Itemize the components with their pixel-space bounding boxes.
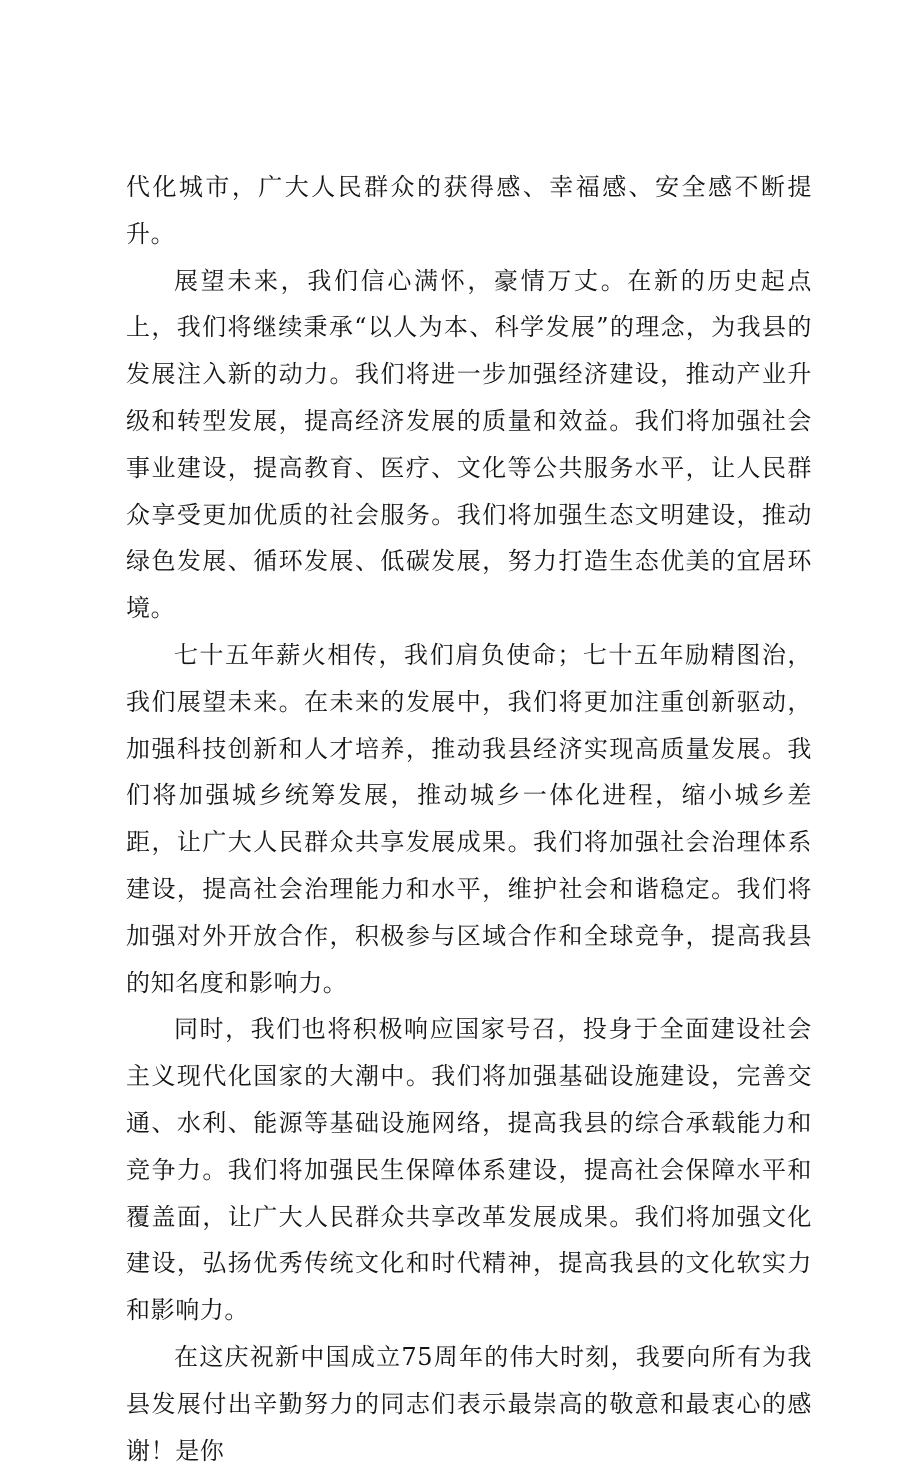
paragraph-national-call: 同时，我们也将积极响应国家号召，投身于全面建设社会主义现代化国家的大潮中。我们将加强基础设施建设，完善交通、水利、能源等基础设施网络，提高我县的综合承载能力和竞争力。我们将加强民生保障体系建设，提高社会保障水平和覆盖面，让广大人民群众共享改革发展成果。我们将加强文化建设，弘扬优秀传统文化和时代精神，提高我县的文化软实力和影响力。 xyxy=(126,1015,812,1325)
paragraph-continued: 代化城市，广大人民群众的获得感、幸福感、安全感不断提升。 xyxy=(126,173,812,248)
paragraph-seventy-five-years: 七十五年薪火相传，我们肩负使命；七十五年励精图治，我们展望未来。在未来的发展中，我们将更加注重创新驱动，加强科技创新和人才培养，推动我县经济实现高质量发展。我们将加强城乡统筹发展，推动城乡一体化进程，缩小城乡差距，让广大人民群众共享发展成果。我们将加强社会治理体系建设，提高社会治理能力和水平，维护社会和谐稳定。我们将加强对外开放合作，积极参与区域合作和全球竞争，提高我县的知名度和影响力。 xyxy=(126,640,812,997)
paragraph-gratitude: 在这庆祝新中国成立75周年的伟大时刻，我要向所有为我县发展付出辛勤努力的同志们表示最崇高的敬意和最衷心的感谢！是你 xyxy=(126,1342,812,1465)
document-body xyxy=(126,164,812,1474)
paragraph-outlook: 展望未来，我们信心满怀，豪情万丈。在新的历史起点上，我们将继续秉承“以人为本、科学发展”的理念，为我县的发展注入新的动力。我们将进一步加强经济建设，推动产业升级和转型发展，提高经济发展的质量和效益。我们将加强社会事业建设，提高教育、医疗、文化等公共服务水平，让人民群众享受更加优质的社会服务。我们将加强生态文明建设，推动绿色发展、循环发展、低碳发展，努力打造生态优美的宜居环境。 xyxy=(126,266,812,623)
